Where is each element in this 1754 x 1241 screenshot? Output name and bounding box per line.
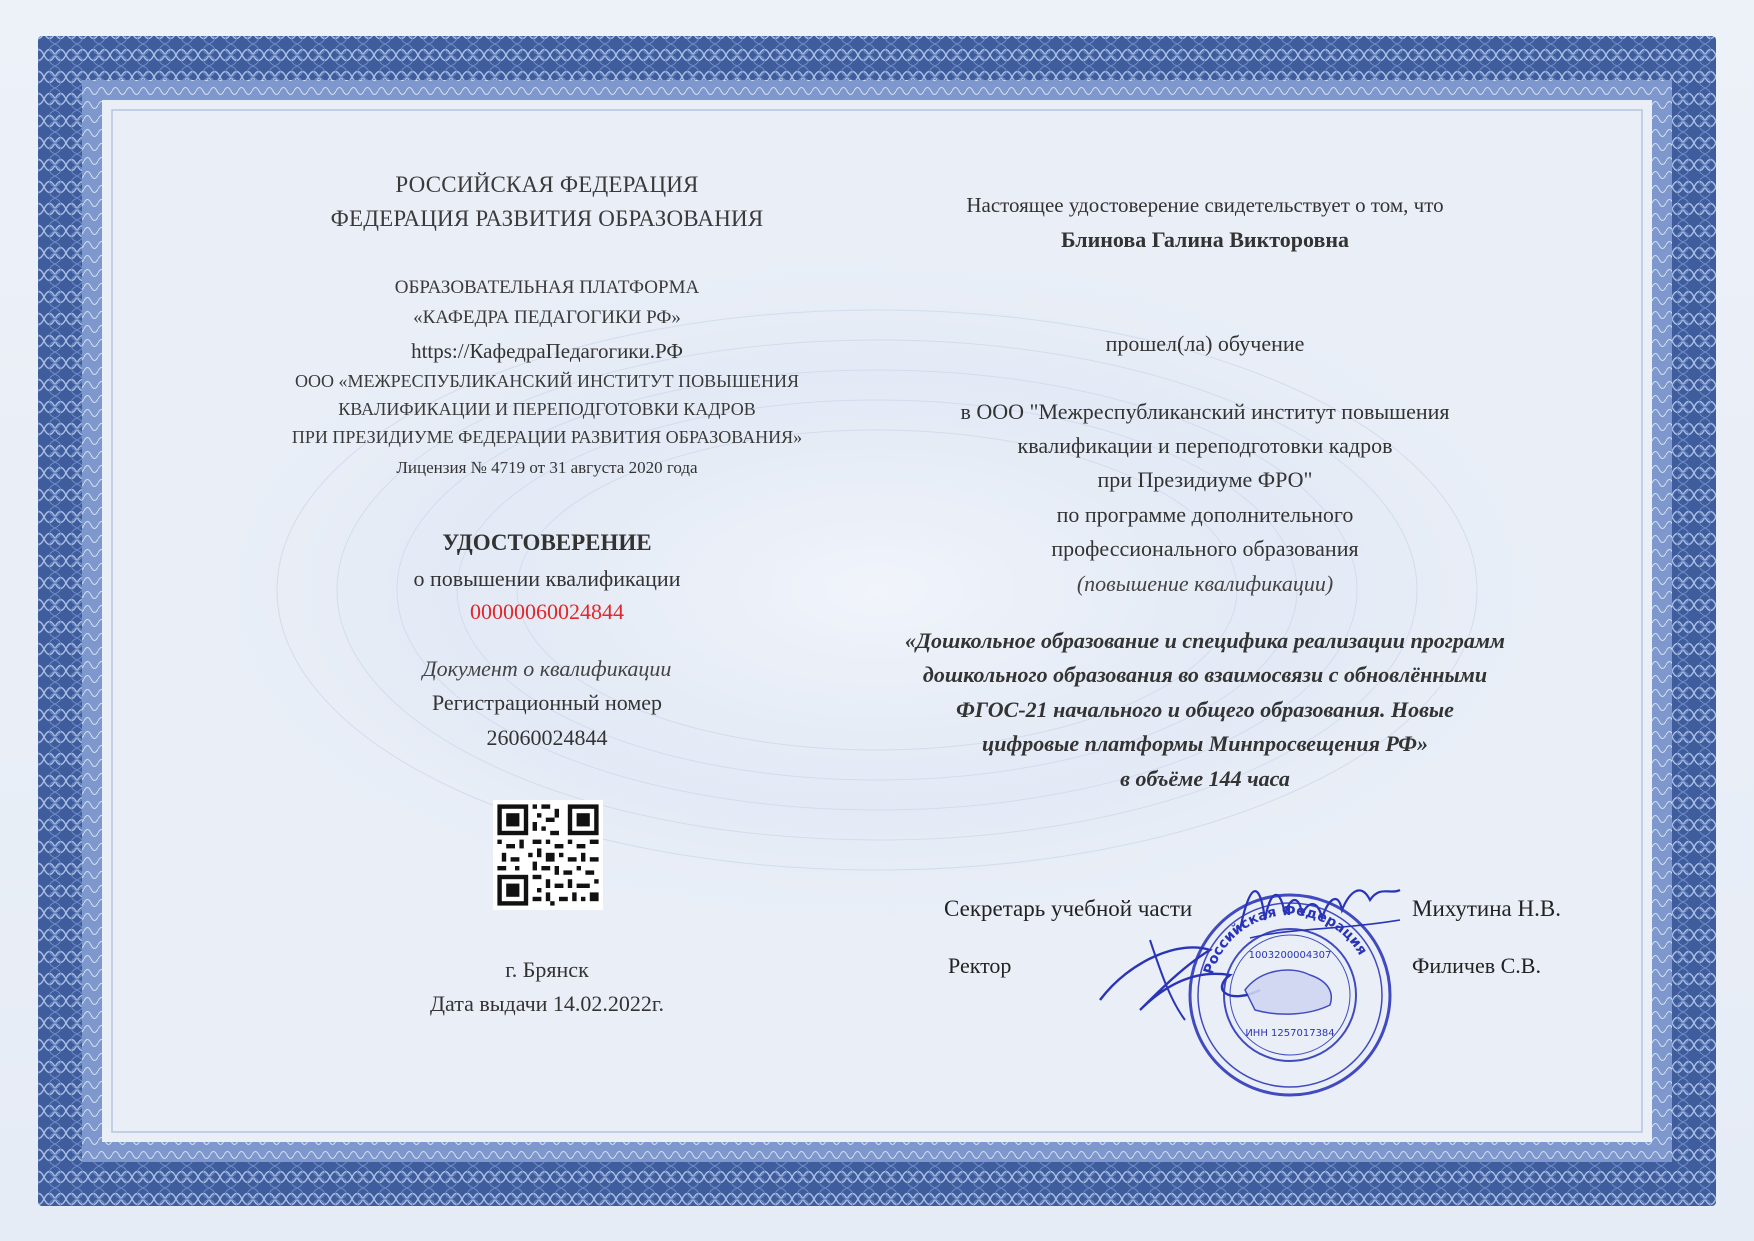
platform-line1: ОБРАЗОВАТЕЛЬНАЯ ПЛАТФОРМА [394,277,700,298]
program-type-line3: (повышение квалификации) [1076,571,1334,596]
federation-heading: ФЕДЕРАЦИЯ РАЗВИТИЯ ОБРАЗОВАНИЯ [330,206,764,231]
country-heading: РОССИЙСКАЯ ФЕДЕРАЦИЯ [395,172,699,197]
document-type: Документ о квалификации [422,656,672,681]
certificate-title: УДОСТОВЕРЕНИЕ [442,530,652,555]
issue-date: Дата выдачи 14.02.2022г. [430,991,664,1016]
program-title-line1: «Дошкольное образование и специфика реализации программ [905,628,1505,653]
rector-role: Ректор [948,953,1012,978]
program-hours: в объёме 144 часа [1120,766,1290,791]
registration-number: 26060024844 [486,725,608,750]
qr-code[interactable] [493,800,603,910]
platform-line2: «КАФЕДРА ПЕДАГОГИКИ РФ» [413,307,681,328]
seal-ogrn: 1003200004307 [1248,950,1332,961]
org-line2: КВАЛИФИКАЦИИ И ПЕРЕПОДГОТОВКИ КАДРОВ [338,399,756,419]
program-title-line3: ФГОС-21 начального и общего образования. Новые [956,697,1454,722]
certificate-subtitle: о повышении квалификации [413,566,681,591]
license-text: Лицензия № 4719 от 31 августа 2020 года [396,458,698,477]
program-type-line1: по программе дополнительного [1056,502,1354,527]
institution-line2: квалификации и переподготовки кадров [1017,433,1393,458]
org-line1: ООО «МЕЖРЕСПУБЛИКАНСКИЙ ИНСТИТУТ ПОВЫШЕНИЯ [294,371,800,391]
program-title-line4: цифровые платформы Минпросвещения РФ» [982,731,1428,756]
intro-text: Настоящее удостоверение свидетельствует о том, что [966,193,1444,217]
recipient-name: Блинова Галина Викторовна [1060,227,1350,252]
seal-inn: ИНН 1257017384 [1245,1028,1335,1039]
svg-text:Российская Федерация [1201,903,1370,976]
rector-name: Филичев С.В. [1412,953,1541,978]
institution-line1: в ООО "Межреспубликанский институт повышения [960,399,1450,424]
platform-url: https://КафедраПедагогики.РФ [411,339,683,363]
secretary-name: Михутина Н.В. [1412,896,1561,921]
certificate-number: 00000060024844 [470,599,624,624]
registration-label: Регистрационный номер [431,690,663,715]
issue-city: г. Брянск [505,957,589,982]
official-seal [1080,860,1420,1130]
program-type-line2: профессионального образования [1051,536,1359,561]
institution-line3: при Президиуме ФРО" [1097,467,1313,492]
program-title-line2: дошкольного образования во взаимосвязи с обновлёнными [922,662,1488,687]
secretary-role: Секретарь учебной части [944,896,1193,921]
seal-top-text: Российская Федерация [1200,902,1371,977]
passed-training: прошел(ла) обучение [1105,331,1305,356]
org-line3: ПРИ ПРЕЗИДИУМЕ ФЕДЕРАЦИИ РАЗВИТИЯ ОБРАЗОВАНИЯ» [291,427,803,447]
